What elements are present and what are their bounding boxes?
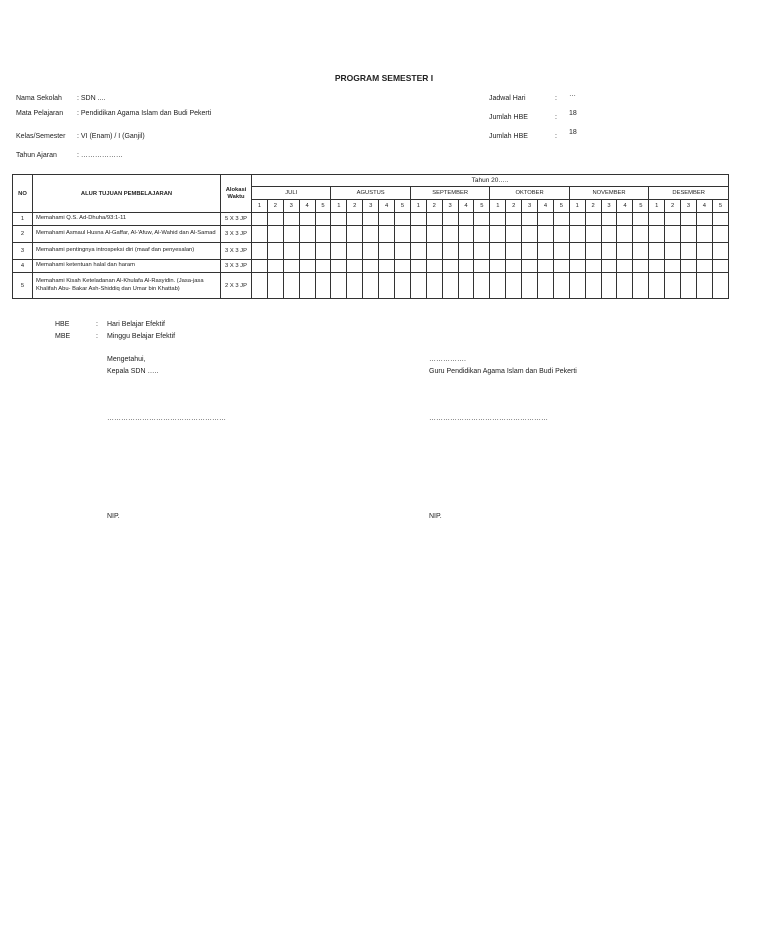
week-cell bbox=[633, 243, 649, 260]
week-cell bbox=[458, 213, 474, 226]
week-cell bbox=[649, 213, 665, 226]
label-nama-sekolah: Nama Sekolah bbox=[16, 95, 62, 102]
week-cell bbox=[331, 226, 347, 243]
week-cell bbox=[681, 260, 697, 273]
week-cell bbox=[410, 213, 426, 226]
week-cell bbox=[458, 243, 474, 260]
week-header: 2 bbox=[506, 200, 522, 213]
week-cell bbox=[410, 226, 426, 243]
week-cell bbox=[347, 260, 363, 273]
week-cell bbox=[252, 273, 268, 299]
legend-abbr-mbe: MBE bbox=[55, 333, 71, 340]
week-cell bbox=[252, 226, 268, 243]
value-jadwal-hari: … bbox=[569, 91, 576, 98]
week-cell bbox=[299, 243, 315, 260]
row-alokasi-cell: 5 X 3 JP bbox=[221, 213, 252, 226]
week-cell bbox=[617, 213, 633, 226]
week-cell bbox=[267, 213, 283, 226]
week-cell bbox=[442, 260, 458, 273]
week-cell bbox=[696, 213, 712, 226]
value-nama-sekolah: : SDN .... bbox=[77, 95, 106, 102]
row-no-cell: 5 bbox=[13, 273, 33, 299]
week-header: 5 bbox=[315, 200, 331, 213]
label-mata-pelajaran: Mata Pelajaran bbox=[16, 110, 64, 117]
week-cell bbox=[426, 273, 442, 299]
week-cell bbox=[410, 260, 426, 273]
week-cell bbox=[299, 226, 315, 243]
week-cell bbox=[379, 243, 395, 260]
week-cell bbox=[665, 226, 681, 243]
week-header: 2 bbox=[267, 200, 283, 213]
week-cell bbox=[649, 260, 665, 273]
week-cell bbox=[395, 243, 411, 260]
week-header: 2 bbox=[426, 200, 442, 213]
week-header: 3 bbox=[601, 200, 617, 213]
row-alokasi-cell: 2 X 3 JP bbox=[221, 273, 252, 299]
week-cell bbox=[474, 243, 490, 260]
week-cell bbox=[569, 213, 585, 226]
week-cell bbox=[506, 273, 522, 299]
week-cell bbox=[585, 260, 601, 273]
week-cell bbox=[665, 243, 681, 260]
week-header: 5 bbox=[553, 200, 569, 213]
week-header: 3 bbox=[522, 200, 538, 213]
week-cell bbox=[617, 226, 633, 243]
week-cell bbox=[379, 273, 395, 299]
week-cell bbox=[395, 213, 411, 226]
week-header: 2 bbox=[347, 200, 363, 213]
week-cell bbox=[506, 243, 522, 260]
header-no: NO bbox=[13, 175, 33, 213]
week-cell bbox=[252, 260, 268, 273]
week-cell bbox=[363, 226, 379, 243]
week-cell bbox=[665, 273, 681, 299]
week-cell bbox=[442, 273, 458, 299]
sign-left-name-line: …………………………………………… bbox=[107, 415, 226, 422]
table-row bbox=[13, 213, 729, 226]
week-cell bbox=[458, 226, 474, 243]
week-cell bbox=[379, 260, 395, 273]
week-cell bbox=[649, 273, 665, 299]
value-kelas-semester: : VI (Enam) / I (Ganjil) bbox=[77, 133, 145, 140]
colon-jadwal-hari: : bbox=[555, 95, 557, 102]
week-cell bbox=[617, 243, 633, 260]
week-cell bbox=[585, 273, 601, 299]
week-cell bbox=[522, 273, 538, 299]
week-cell bbox=[601, 226, 617, 243]
week-cell bbox=[681, 243, 697, 260]
week-cell bbox=[379, 226, 395, 243]
sign-right-nip: NIP. bbox=[429, 513, 442, 520]
week-cell bbox=[410, 273, 426, 299]
week-cell bbox=[665, 260, 681, 273]
week-header: 3 bbox=[442, 200, 458, 213]
week-cell bbox=[522, 260, 538, 273]
week-cell bbox=[601, 213, 617, 226]
colon-jumlah-hbe-2: : bbox=[555, 133, 557, 140]
row-no-cell: 4 bbox=[13, 260, 33, 273]
week-cell bbox=[553, 226, 569, 243]
week-header: 2 bbox=[665, 200, 681, 213]
sign-right-name-line: …………………………………………… bbox=[429, 415, 548, 422]
week-cell bbox=[490, 243, 506, 260]
week-cell bbox=[569, 260, 585, 273]
week-cell bbox=[458, 260, 474, 273]
week-cell bbox=[315, 226, 331, 243]
sign-left-nip: NIP. bbox=[107, 513, 120, 520]
sign-right-line1: ……………. bbox=[429, 356, 466, 363]
week-cell bbox=[283, 243, 299, 260]
week-cell bbox=[267, 243, 283, 260]
week-cell bbox=[553, 243, 569, 260]
week-header: 1 bbox=[331, 200, 347, 213]
table-row bbox=[13, 226, 729, 243]
week-cell bbox=[283, 226, 299, 243]
week-cell bbox=[538, 260, 554, 273]
week-cell bbox=[315, 273, 331, 299]
week-cell bbox=[569, 243, 585, 260]
week-cell bbox=[522, 243, 538, 260]
week-cell bbox=[331, 213, 347, 226]
week-header: 3 bbox=[283, 200, 299, 213]
week-cell bbox=[506, 260, 522, 273]
week-header: 5 bbox=[633, 200, 649, 213]
label-jumlah-hbe-2: Jumlah HBE bbox=[489, 133, 528, 140]
colon-jumlah-hbe-1: : bbox=[555, 114, 557, 121]
week-cell bbox=[363, 243, 379, 260]
legend-meaning-mbe: Minggu Belajar Efektif bbox=[107, 333, 176, 340]
week-cell bbox=[252, 243, 268, 260]
week-cell bbox=[267, 260, 283, 273]
week-cell bbox=[442, 226, 458, 243]
week-header: 1 bbox=[569, 200, 585, 213]
month-header: DESEMBER bbox=[649, 187, 729, 200]
week-cell bbox=[426, 213, 442, 226]
week-cell bbox=[633, 260, 649, 273]
week-header: 1 bbox=[252, 200, 268, 213]
week-cell bbox=[410, 243, 426, 260]
week-cell bbox=[633, 273, 649, 299]
week-cell bbox=[522, 213, 538, 226]
week-cell bbox=[299, 273, 315, 299]
week-cell bbox=[601, 243, 617, 260]
week-cell bbox=[299, 213, 315, 226]
week-cell bbox=[506, 226, 522, 243]
row-alokasi-cell: 3 X 3 JP bbox=[221, 243, 252, 260]
row-alokasi-cell: 3 X 3 JP bbox=[221, 226, 252, 243]
week-cell bbox=[363, 273, 379, 299]
week-cell bbox=[490, 213, 506, 226]
week-cell bbox=[363, 213, 379, 226]
week-cell bbox=[681, 273, 697, 299]
week-cell bbox=[490, 226, 506, 243]
week-cell bbox=[347, 243, 363, 260]
program-semester-table bbox=[12, 174, 729, 299]
week-cell bbox=[347, 226, 363, 243]
week-header: 5 bbox=[474, 200, 490, 213]
week-cell bbox=[617, 273, 633, 299]
week-cell bbox=[696, 273, 712, 299]
week-cell bbox=[331, 243, 347, 260]
week-cell bbox=[315, 243, 331, 260]
week-header: 1 bbox=[410, 200, 426, 213]
week-cell bbox=[490, 273, 506, 299]
week-cell bbox=[585, 243, 601, 260]
legend-meaning-hbe: Hari Belajar Efektif bbox=[107, 321, 165, 328]
week-cell bbox=[267, 273, 283, 299]
table-row bbox=[13, 273, 729, 299]
week-cell bbox=[283, 273, 299, 299]
label-jumlah-hbe-1: Jumlah HBE bbox=[489, 114, 528, 121]
week-cell bbox=[331, 273, 347, 299]
week-cell bbox=[538, 226, 554, 243]
page-title: PROGRAM SEMESTER I bbox=[334, 73, 434, 83]
week-cell bbox=[474, 273, 490, 299]
week-cell bbox=[665, 213, 681, 226]
week-header: 4 bbox=[458, 200, 474, 213]
week-cell bbox=[331, 260, 347, 273]
week-cell bbox=[553, 213, 569, 226]
week-cell bbox=[553, 260, 569, 273]
week-cell bbox=[681, 213, 697, 226]
week-cell bbox=[522, 226, 538, 243]
week-cell bbox=[426, 260, 442, 273]
sign-right-line2: Guru Pendidikan Agama Islam dan Budi Pekerti bbox=[429, 368, 577, 375]
week-cell bbox=[696, 226, 712, 243]
week-cell bbox=[681, 226, 697, 243]
week-cell bbox=[633, 213, 649, 226]
legend-abbr-hbe: HBE bbox=[55, 321, 70, 328]
week-cell bbox=[649, 226, 665, 243]
week-cell bbox=[490, 260, 506, 273]
table-body bbox=[13, 213, 729, 299]
week-cell bbox=[712, 243, 728, 260]
week-cell bbox=[458, 273, 474, 299]
row-alur-cell: Memahami pentingnya introspeksi diri (maaf dan penyesalan) bbox=[33, 243, 221, 260]
value-tahun-ajaran: : ……………… bbox=[77, 152, 123, 159]
week-cell bbox=[538, 273, 554, 299]
week-cell bbox=[585, 213, 601, 226]
row-no-cell: 1 bbox=[13, 213, 33, 226]
week-cell bbox=[712, 226, 728, 243]
week-cell bbox=[347, 213, 363, 226]
week-cell bbox=[538, 243, 554, 260]
header-alur: ALUR TUJUAN PEMBELAJARAN bbox=[33, 175, 221, 213]
week-cell bbox=[347, 273, 363, 299]
week-header: 4 bbox=[696, 200, 712, 213]
week-cell bbox=[569, 273, 585, 299]
week-cell bbox=[538, 213, 554, 226]
week-cell bbox=[712, 273, 728, 299]
week-cell bbox=[696, 243, 712, 260]
legend-colon-hbe: : bbox=[96, 321, 98, 328]
month-header: OKTOBER bbox=[490, 187, 569, 200]
week-cell bbox=[712, 213, 728, 226]
legend-colon-mbe: : bbox=[96, 333, 98, 340]
week-header: 4 bbox=[379, 200, 395, 213]
value-mata-pelajaran: : Pendidikan Agama Islam dan Budi Pekerti bbox=[77, 110, 212, 117]
week-cell bbox=[442, 243, 458, 260]
week-cell bbox=[283, 213, 299, 226]
month-header: AGUSTUS bbox=[331, 187, 410, 200]
row-no-cell: 3 bbox=[13, 243, 33, 260]
table-row bbox=[13, 260, 729, 273]
week-cell bbox=[474, 226, 490, 243]
month-header: NOVEMBER bbox=[569, 187, 648, 200]
month-header: JULI bbox=[252, 187, 331, 200]
week-cell bbox=[395, 226, 411, 243]
week-cell bbox=[553, 273, 569, 299]
sign-left-line1: Mengetahui, bbox=[107, 356, 146, 363]
week-header: 3 bbox=[681, 200, 697, 213]
week-cell bbox=[506, 213, 522, 226]
week-cell bbox=[363, 260, 379, 273]
sign-left-line2: Kepala SDN ….. bbox=[107, 368, 159, 375]
week-cell bbox=[601, 260, 617, 273]
week-header: 4 bbox=[538, 200, 554, 213]
week-cell bbox=[601, 273, 617, 299]
month-header: SEPTEMBER bbox=[410, 187, 489, 200]
week-cell bbox=[283, 260, 299, 273]
week-cell bbox=[585, 226, 601, 243]
value-jumlah-hbe-2: 18 bbox=[569, 129, 577, 136]
week-cell bbox=[379, 213, 395, 226]
week-cell bbox=[395, 260, 411, 273]
label-jadwal-hari: Jadwal Hari bbox=[489, 95, 526, 102]
value-jumlah-hbe-1: 18 bbox=[569, 110, 577, 117]
week-header: 1 bbox=[490, 200, 506, 213]
table-row bbox=[13, 243, 729, 260]
week-header: 4 bbox=[617, 200, 633, 213]
row-alur-cell: Memahami ketentuan halal dan haram bbox=[33, 260, 221, 273]
week-cell bbox=[252, 213, 268, 226]
week-cell bbox=[474, 213, 490, 226]
week-header: 1 bbox=[649, 200, 665, 213]
header-year: Tahun 20….. bbox=[252, 175, 729, 187]
week-cell bbox=[474, 260, 490, 273]
week-header: 3 bbox=[363, 200, 379, 213]
week-header: 4 bbox=[299, 200, 315, 213]
week-cell bbox=[267, 226, 283, 243]
week-cell bbox=[299, 260, 315, 273]
row-alokasi-cell: 3 X 3 JP bbox=[221, 260, 252, 273]
week-cell bbox=[569, 226, 585, 243]
week-cell bbox=[696, 260, 712, 273]
row-alur-cell: Memahami Kisah Keteladanan Al-Khulafa Al-Rasyidin. (Jasa-jasa Khalifah Abu- Bakar Ash-Shiddiq dan Umar bin Khattab) bbox=[33, 273, 221, 299]
week-cell bbox=[426, 226, 442, 243]
label-kelas-semester: Kelas/Semester bbox=[16, 133, 66, 140]
week-cell bbox=[649, 243, 665, 260]
week-header: 2 bbox=[585, 200, 601, 213]
week-cell bbox=[315, 260, 331, 273]
week-cell bbox=[395, 273, 411, 299]
week-cell bbox=[442, 213, 458, 226]
week-cell bbox=[633, 226, 649, 243]
week-cell bbox=[617, 260, 633, 273]
label-tahun-ajaran: Tahun Ajaran bbox=[16, 152, 57, 159]
week-cell bbox=[712, 260, 728, 273]
week-header: 5 bbox=[395, 200, 411, 213]
week-cell bbox=[426, 243, 442, 260]
week-header: 5 bbox=[712, 200, 728, 213]
row-no-cell: 2 bbox=[13, 226, 33, 243]
row-alur-cell: Memahami Asmaul Husna Al-Gaffar, Al-'Afuw, Al-Wahid dan Al-Samad bbox=[33, 226, 221, 243]
header-alokasi: Alokasi Waktu bbox=[221, 175, 252, 213]
row-alur-cell: Memahami Q.S. Ad-Dhuha/93:1-11 bbox=[33, 213, 221, 226]
week-cell bbox=[315, 213, 331, 226]
